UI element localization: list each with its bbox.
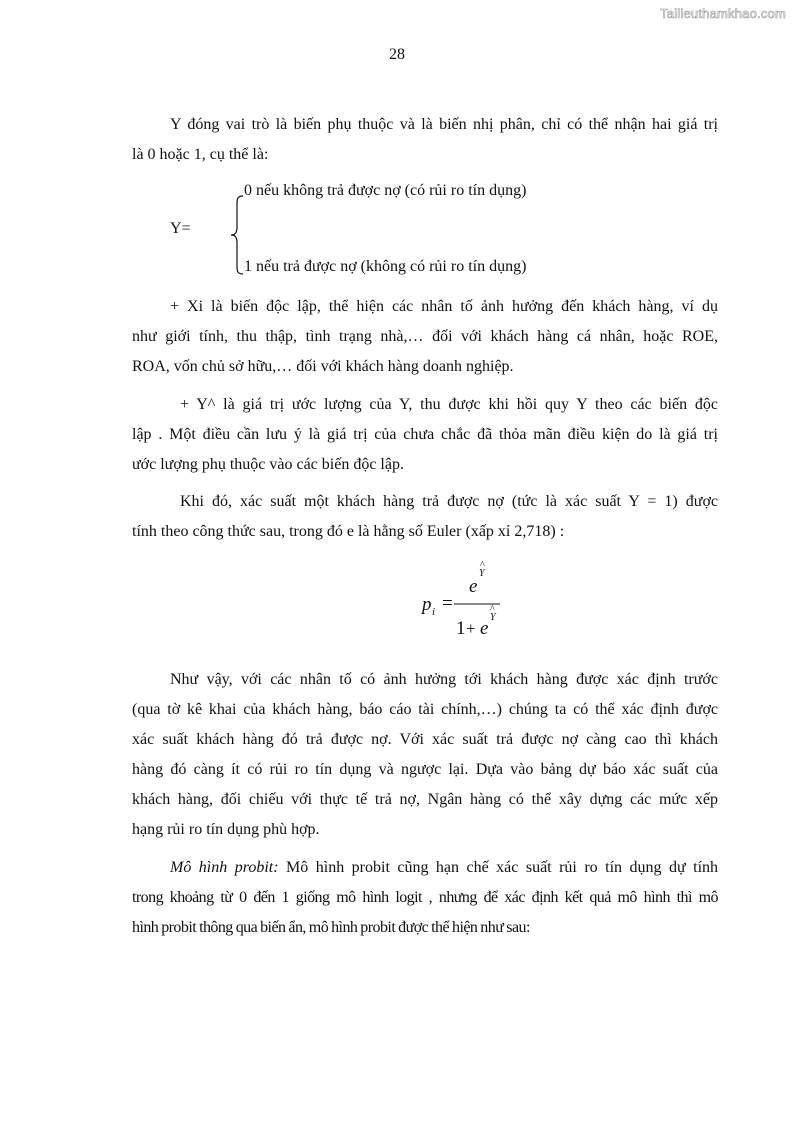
result-line-2: (qua tờ kê khai của khách hàng, báo cáo tài chính,…) chúng ta có thể xác định được — [132, 701, 718, 718]
formula-equals: = — [442, 593, 453, 614]
prob-line-2: tính theo công thức sau, trong đó e là hằng số Euler (xấp xỉ 2,718) : — [132, 523, 565, 540]
xi-line-3: ROA, vốn chủ sở hữu,… đối với khách hàng doanh nghiệp. — [132, 358, 514, 375]
curly-brace-icon — [229, 195, 245, 275]
result-line-1: Như vậy, với các nhân tố có ảnh hưởng tới khách hàng được xác định trước — [170, 671, 718, 688]
formula-denominator-exponent: Y — [490, 612, 496, 623]
probit-line-1 — [170, 853, 718, 883]
yhat-line-3: ước lượng phụ thuộc vào các biến độc lập. — [132, 456, 404, 473]
prob-line-1: Khi đó, xác suất một khách hàng trả được nợ (tức là xác suất Y = 1) được — [180, 493, 718, 510]
formula-numerator-exponent: Y — [479, 568, 485, 579]
probit-line-2: trong khoảng từ 0 đến 1 giống mô hình logit , nhưng để xác định kết quả mô hình thì mô — [132, 889, 718, 906]
xi-line-2: như giới tính, thu thập, tình trạng nhà,… đối với khách hàng cá nhân, hoặc ROE, — [132, 328, 718, 345]
probability-formula — [418, 560, 518, 640]
result-line-4: hàng đó càng ít có rủi ro tín dụng và ngược lại. Dựa vào bảng dự báo xác suất của — [132, 761, 718, 778]
formula-denominator-one: 1 — [456, 618, 466, 639]
formula-denominator-e: e — [480, 618, 489, 639]
probit-line-3: hình probit thông qua biến ẩn, mô hình probit được thể hiện như sau: — [132, 919, 530, 936]
formula-subscript-i: i — [432, 606, 436, 618]
formula-numerator-hat: ^ — [480, 560, 485, 571]
result-line-3: xác suất khách hàng đó trả được nợ. Với xác suất trả được nợ càng cao thì khách — [132, 731, 718, 748]
probit-line-1-rest: Mô hình probit cũng hạn chế xác suất rủi ro tín dụng dự tính — [278, 859, 719, 876]
watermark: Tailieuthamkhao.com — [660, 6, 786, 21]
xi-line-1: + Xi là biến độc lập, thể hiện các nhân tố ảnh hưởng đến khách hàng, ví dụ — [170, 298, 718, 315]
intro-line-1: Y đóng vai trò là biến phụ thuộc và là biến nhị phân, chỉ có thể nhận hai giá trị — [170, 116, 718, 133]
yhat-line-1: + Y^ là giá trị ước lượng của Y, thu được khi hồi quy Y theo các biến độc — [180, 396, 718, 413]
formula-denominator-plus: + — [466, 619, 476, 638]
case-zero: 0 nếu không trả được nợ (có rủi ro tín dụng) — [244, 182, 527, 199]
yhat-line-2: lập . Một điều cần lưu ý là giá trị của chưa chắc đã thỏa mãn điều kiện do là giá trị — [132, 426, 718, 443]
formula-numerator-e: e — [469, 576, 478, 597]
page-number: 28 — [389, 46, 405, 63]
result-line-6: hạng rủi ro tín dụng phù hợp. — [132, 821, 320, 838]
case-one: 1 nếu trả được nợ (không có rủi ro tín dụng) — [244, 258, 527, 275]
formula-denominator-hat: ^ — [490, 604, 495, 615]
intro-line-2: là 0 hoặc 1, cụ thể là: — [132, 146, 269, 163]
cases-label: Y= — [170, 220, 191, 237]
result-line-5: khách hàng, đối chiếu với thực tế trả nợ, Ngân hàng có thể xây dựng các mức xếp — [132, 791, 718, 808]
probit-title: Mô hình probit: — [170, 859, 279, 876]
formula-p: p — [422, 594, 432, 615]
